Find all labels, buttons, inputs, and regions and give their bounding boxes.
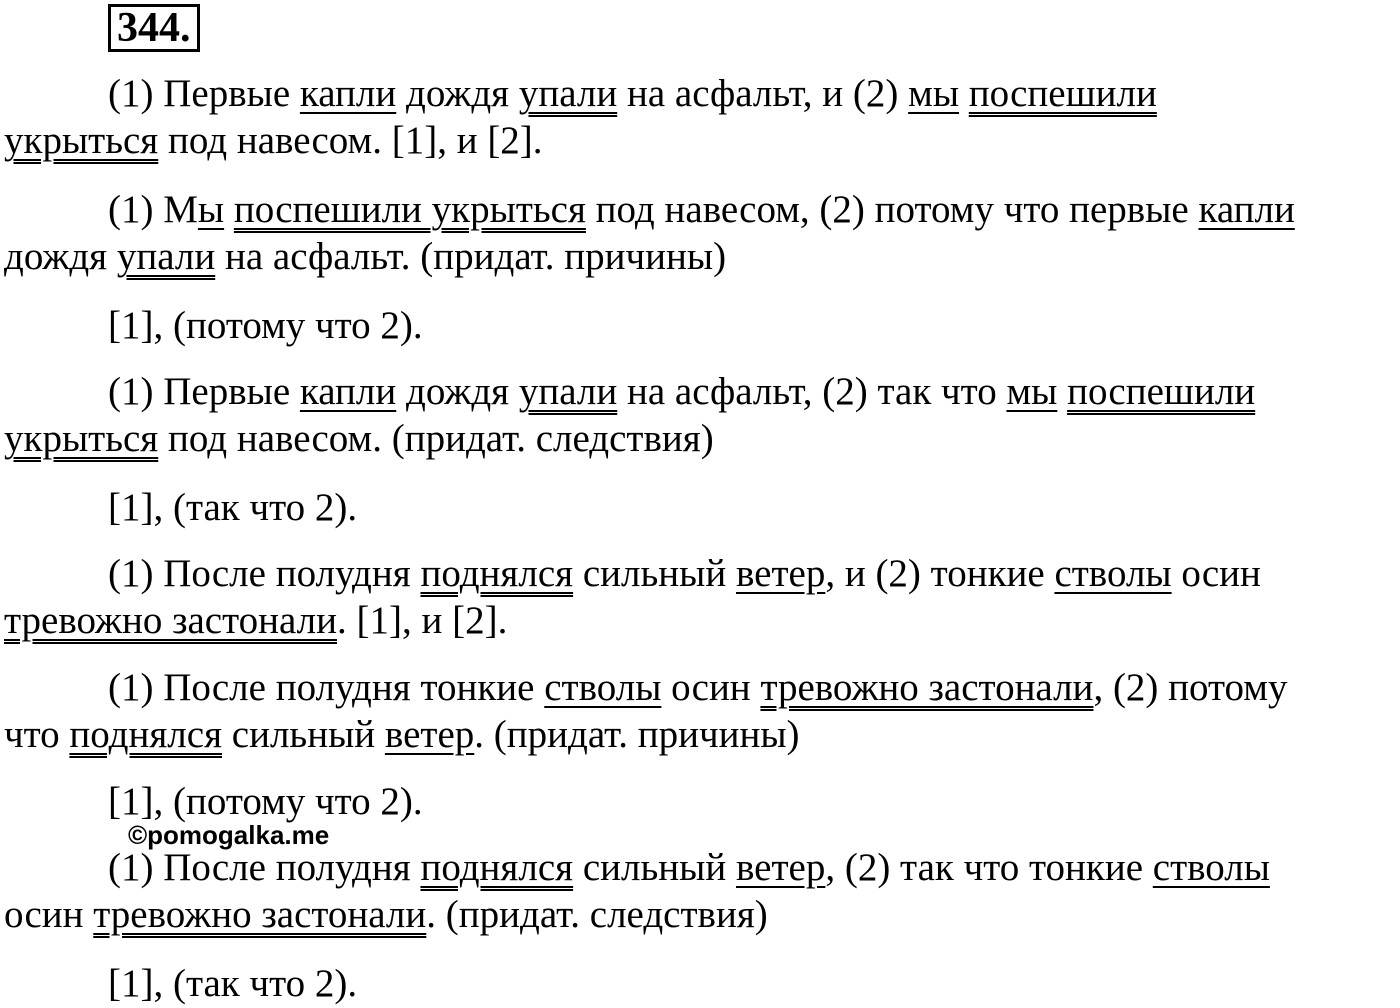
- paragraph-6: [4, 550, 1398, 644]
- paragraph-8: [4, 778, 1398, 825]
- text-segment: [1], (потому что 2).: [108, 304, 423, 347]
- text-line: [4, 186, 1398, 233]
- exercise-number: 344.: [108, 4, 200, 52]
- text-line: [4, 778, 1398, 825]
- text-segment: (1) Первые: [108, 72, 300, 115]
- text-segment: [1057, 370, 1067, 413]
- text-segment: [1], (потому что 2).: [108, 780, 423, 823]
- text-line: [4, 711, 1398, 758]
- subject-word: капли: [299, 370, 397, 413]
- text-segment: [1], (так что 2).: [108, 962, 358, 1005]
- text-segment: (1) М: [108, 188, 198, 231]
- text-segment: . (придат. причины): [474, 713, 800, 756]
- text-segment: дождя: [396, 72, 519, 115]
- predicate-word: тревожно застонали: [4, 599, 337, 642]
- text-segment: , (2) потому: [1093, 666, 1288, 709]
- paragraph-5: [4, 484, 1398, 531]
- subject-word: ветер: [384, 713, 475, 756]
- subject-word: ы: [197, 188, 225, 231]
- text-segment: дождя: [4, 235, 117, 278]
- subject-word: стволы: [1054, 552, 1172, 595]
- predicate-word: тревожно застонали: [93, 893, 427, 936]
- paragraph-2: [4, 186, 1398, 280]
- paragraph-1: [4, 70, 1398, 164]
- text-segment: [224, 188, 234, 231]
- paragraph-9: [4, 844, 1398, 938]
- text-segment: (1) Первые: [108, 370, 300, 413]
- text-line: [4, 891, 1398, 938]
- text-segment: сильный: [222, 713, 385, 756]
- text-segment: осин: [661, 666, 761, 709]
- text-segment: под навесом. [1], и [2].: [158, 119, 543, 162]
- paragraph-7: [4, 664, 1398, 758]
- text-segment: (1) После полудня тонкие: [108, 666, 545, 709]
- text-line: [4, 550, 1398, 597]
- subject-word: стволы: [544, 666, 662, 709]
- text-line: [4, 664, 1398, 711]
- text-segment: на асфальт. (придат. причины): [215, 235, 727, 278]
- subject-word: мы: [908, 72, 960, 115]
- predicate-word: поспешили: [1067, 370, 1256, 413]
- text-line: [4, 484, 1398, 531]
- text-segment: дождя: [396, 370, 519, 413]
- text-segment: под навесом. (придат. следствия): [158, 417, 714, 460]
- text-segment: на асфальт, (2) так что: [617, 370, 1007, 413]
- text-line: [4, 233, 1398, 280]
- text-segment: , и (2) тонкие: [825, 552, 1055, 595]
- predicate-word: укрыться: [4, 417, 159, 460]
- predicate-word: поспешили: [968, 72, 1157, 115]
- subject-word: ветер: [735, 552, 826, 595]
- text-segment: [959, 72, 969, 115]
- text-line: [4, 302, 1398, 349]
- predicate-word: упали: [518, 370, 618, 413]
- text-line: [4, 415, 1398, 462]
- text-segment: [1], (так что 2).: [108, 486, 358, 529]
- text-segment: что: [4, 713, 70, 756]
- text-segment: сильный: [573, 552, 736, 595]
- subject-word: капли: [299, 72, 397, 115]
- text-line: [4, 368, 1398, 415]
- text-segment: осин: [1171, 552, 1261, 595]
- text-segment: (1) После полудня: [108, 846, 421, 889]
- text-line: [4, 597, 1398, 644]
- predicate-word: тревожно застонали: [760, 666, 1094, 709]
- text-segment: (1) После полудня: [108, 552, 421, 595]
- predicate-word: укрыться: [4, 119, 159, 162]
- text-segment: . (придат. следствия): [426, 893, 768, 936]
- text-line: [4, 117, 1398, 164]
- text-segment: осин: [4, 893, 94, 936]
- paragraph-10: [4, 960, 1398, 1007]
- text-line: [4, 70, 1398, 117]
- text-segment: под навесом, (2) потому что первые: [585, 188, 1199, 231]
- predicate-word: поднялся: [69, 713, 223, 756]
- predicate-word: упали: [116, 235, 216, 278]
- text-segment: сильный: [573, 846, 736, 889]
- paragraph-3: [4, 302, 1398, 349]
- predicate-word: поднялся: [420, 846, 574, 889]
- subject-word: ветер: [735, 846, 826, 889]
- text-segment: . [1], и [2].: [337, 599, 508, 642]
- predicate-word: поднялся: [420, 552, 574, 595]
- subject-word: стволы: [1152, 846, 1270, 889]
- text-segment: , (2) так что тонкие: [825, 846, 1153, 889]
- subject-word: капли: [1198, 188, 1295, 231]
- paragraph-4: [4, 368, 1398, 462]
- predicate-word: упали: [518, 72, 618, 115]
- text-line: [4, 844, 1398, 891]
- predicate-word: поспешили укрыться: [233, 188, 586, 231]
- text-segment: на асфальт, и (2): [617, 72, 909, 115]
- site-watermark: ©pomogalka.me: [128, 820, 330, 850]
- text-line: [4, 960, 1398, 1007]
- subject-word: мы: [1006, 370, 1058, 413]
